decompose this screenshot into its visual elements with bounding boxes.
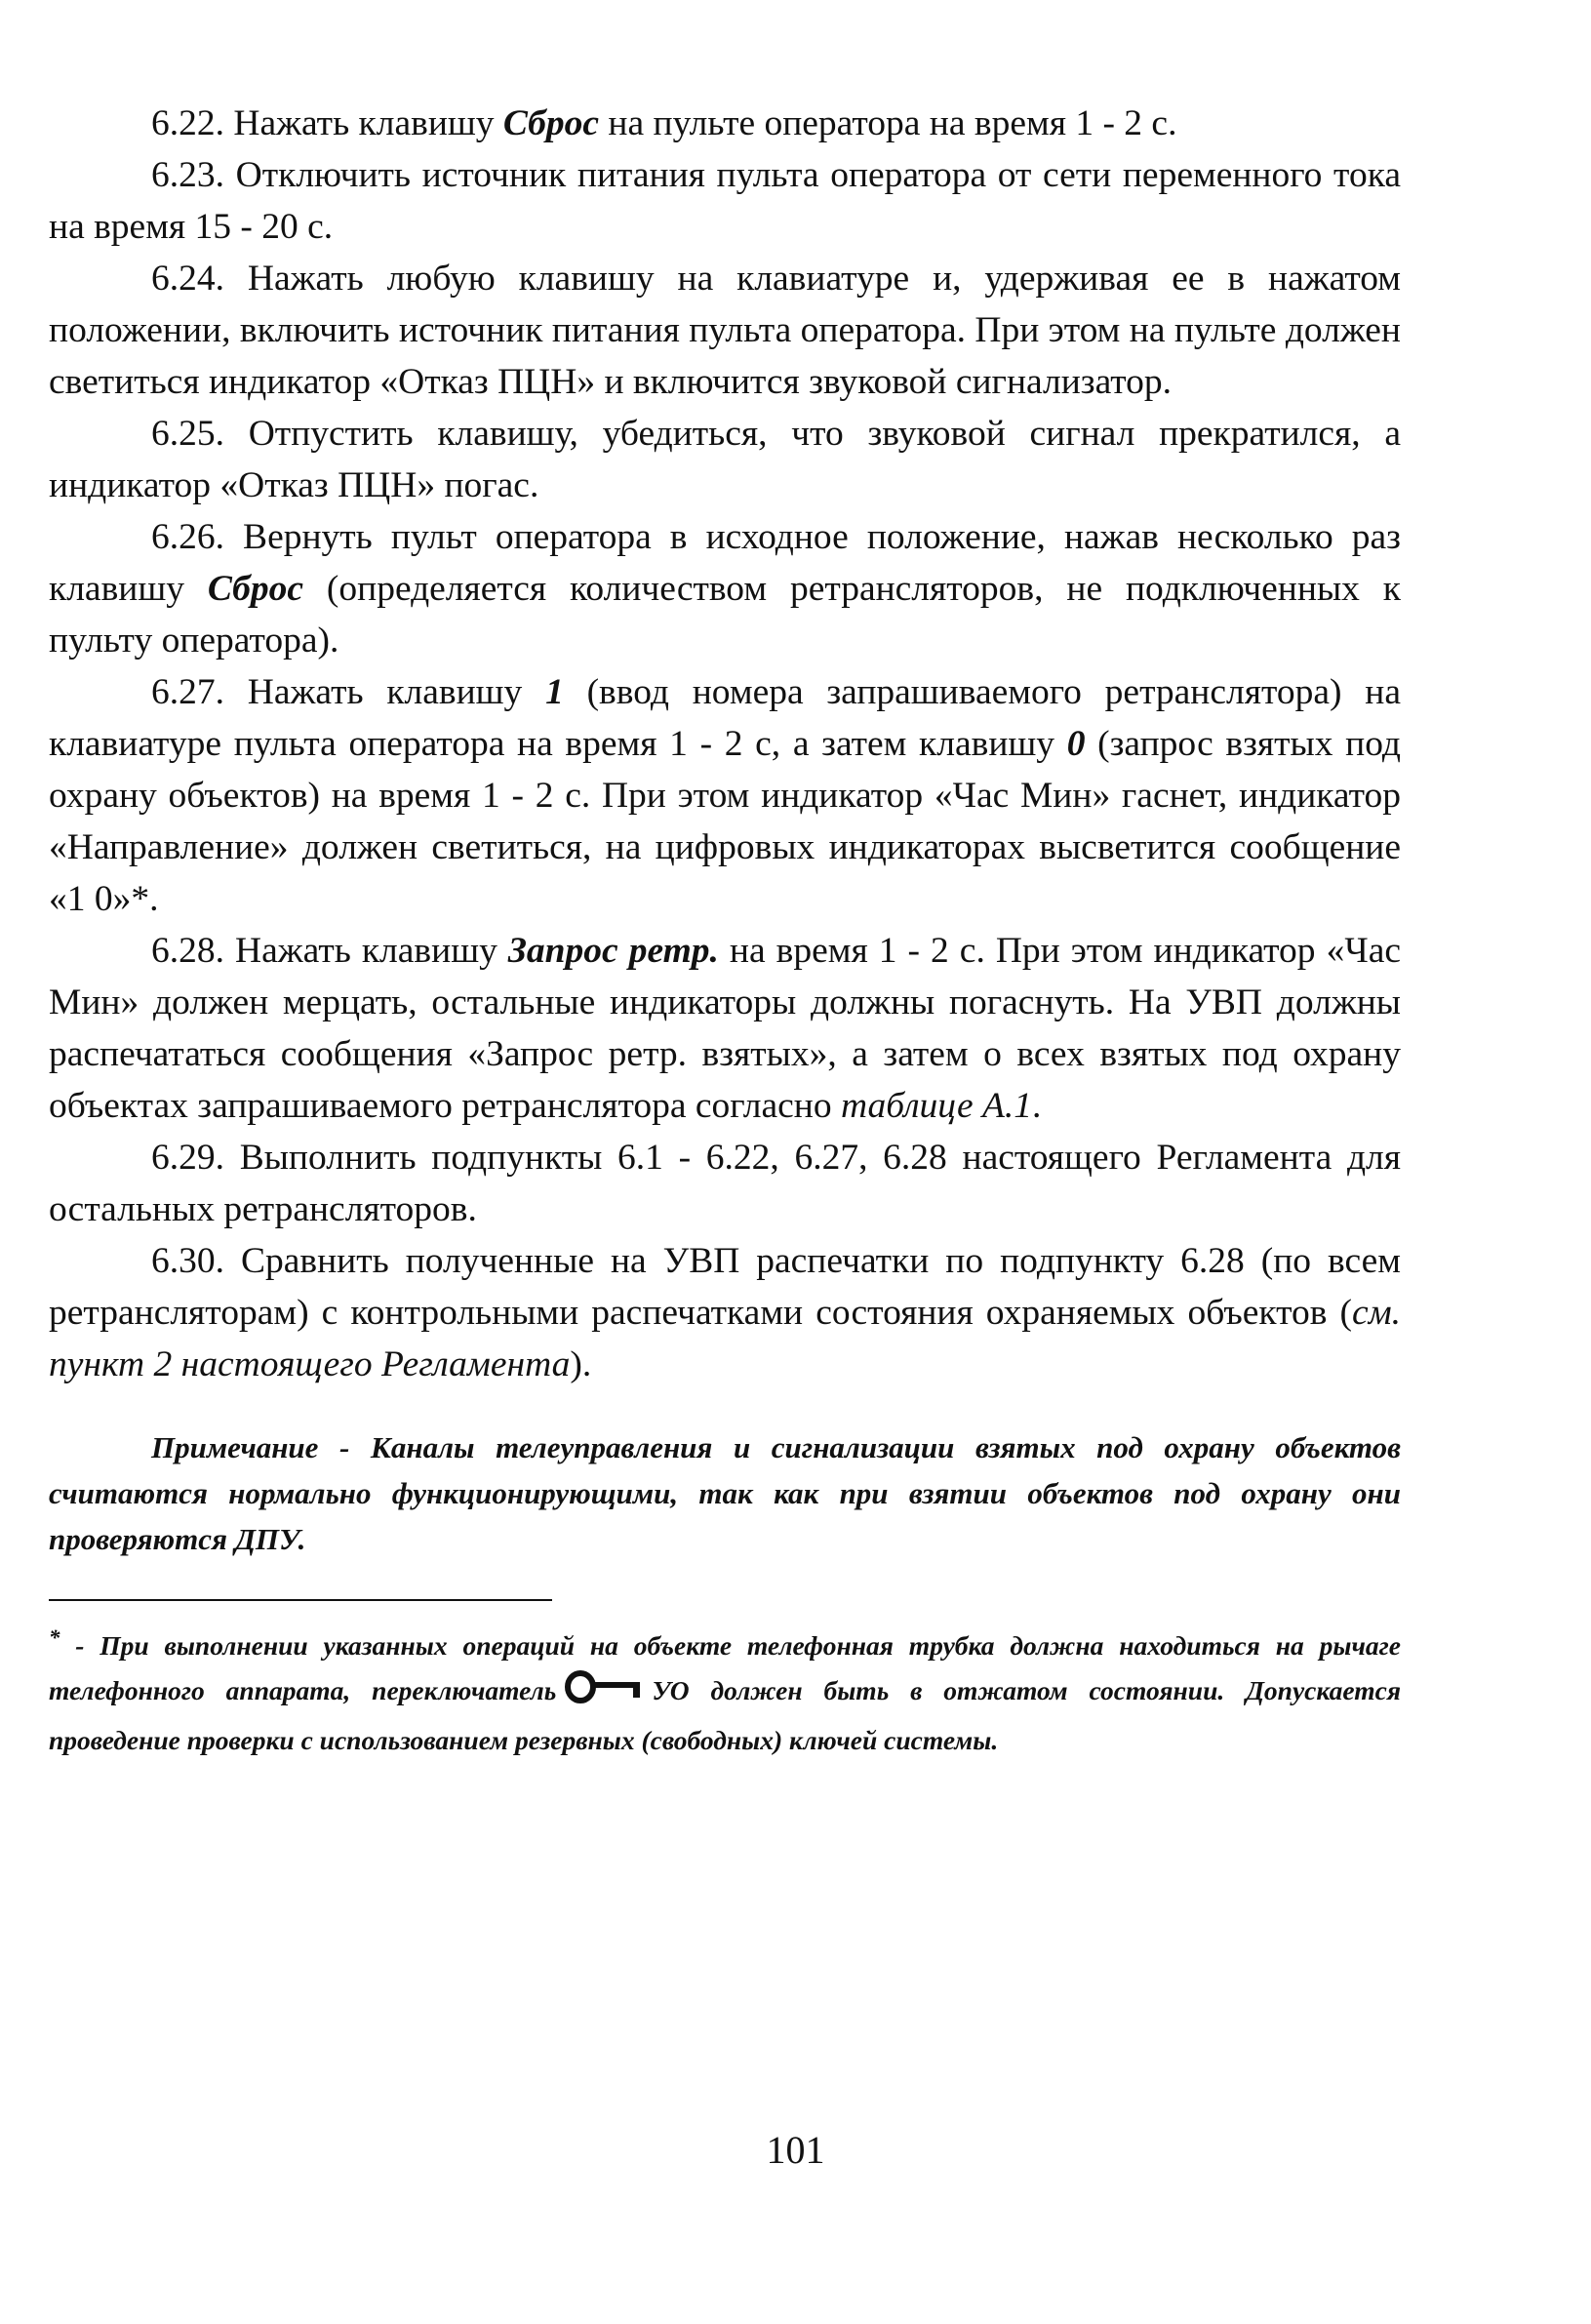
paragraph-6-30: 6.30. Сравнить полученные на УВП распечатки по подпункту 6.28 (по всем ретрансляторам) с контрольными распечатками состояния охраняемых объектов (см. пункт 2 настоящего Регламента).	[49, 1241, 1401, 1384]
table-reference: таблице А.1	[840, 1086, 1033, 1126]
paragraph-6-23: 6.23. Отключить источник питания пульта оператора от сети переменного тока на время 15 - 20 с.	[49, 155, 1401, 247]
key-label: Сброс	[207, 569, 303, 609]
paragraph-6-22: 6.22. Нажать клавишу Сброс на пульте оператора на время 1 - 2 с.	[151, 103, 1177, 143]
footnote: * - При выполнении указанных операций на объекте телефонная трубка должна находиться на рычаге телефонного аппарата, переключатель УО должен быть в отжатом состоянии. Допускается проведение проверки с использованием резервных (свободных) ключей системы.	[49, 1625, 1401, 1756]
page-number: 101	[766, 2128, 825, 2172]
paragraph-number: 6.29.	[151, 1138, 224, 1178]
paragraph-6-28: 6.28. Нажать клавишу Запрос ретр. на время 1 - 2 с. При этом индикатор «Час Мин» должен мерцать, остальные индикаторы должны погаснуть. На УВП должны распечататься сообщения «Запрос ретр. взятых», а затем о всех взятых под охрану объектах запрашиваемого ретранслятора согласно таблице А.1.	[49, 931, 1401, 1126]
paragraph-6-24: 6.24. Нажать любую клавишу на клавиатуре и, удерживая ее в нажатом положении, включить источник питания пульта оператора. При этом на пульте должен светиться индикатор «Отказ ПЦН» и включится звуковой сигнализатор.	[49, 259, 1401, 402]
paragraph-number: 6.25.	[151, 414, 224, 454]
key-label: Запрос ретр.	[507, 931, 719, 971]
body-text	[49, 98, 1401, 1390]
key-label: Сброс	[502, 103, 600, 143]
paragraph-6-25: 6.25. Отпустить клавишу, убедиться, что звуковой сигнал прекратился, а индикатор «Отказ ПЦН» погас.	[49, 414, 1401, 505]
paragraph-number: 6.26.	[151, 517, 224, 557]
paragraph-number: 6.22.	[151, 103, 224, 143]
footnote-marker: *	[49, 1625, 60, 1650]
footnote-divider	[49, 1599, 552, 1601]
key-icon	[564, 1667, 644, 1719]
paragraph-number: 6.23.	[151, 155, 224, 195]
paragraph-6-26: 6.26. Вернуть пульт оператора в исходное положение, нажав несколько раз клавишу Сброс (определяется количеством ретрансляторов, не подключенных к пульту оператора).	[49, 517, 1401, 661]
paragraph-number: 6.27.	[151, 672, 224, 712]
paragraph-6-29: 6.29. Выполнить подпункты 6.1 - 6.22, 6.27, 6.28 настоящего Регламента для остальных ретрансляторов.	[49, 1138, 1401, 1229]
paragraph-number: 6.30.	[151, 1241, 224, 1281]
paragraph-6-27: 6.27. Нажать клавишу 1 (ввод номера запрашиваемого ретранслятора) на клавиатуре пульта оператора на время 1 - 2 с, а затем клавишу 0 (запрос взятых под охрану объектов) на время 1 - 2 с. При этом индикатор «Час Мин» гаснет, индикатор «Направление» должен светиться, на цифровых индикаторах высветится сообщение «1 0»*.	[49, 672, 1401, 919]
paragraph-number: 6.28.	[151, 931, 224, 971]
section-reference: см. пункт 2 настоящего Регламента	[49, 1293, 1401, 1384]
paragraph-number: 6.24.	[151, 259, 224, 299]
key-label: 1	[545, 672, 564, 712]
note: Примечание - Каналы телеуправления и сигнализации взятых под охрану объектов считаются нормально функционирующими, так как при взятии объектов под охрану они проверяются ДПУ.	[49, 1430, 1401, 1556]
key-label: 0	[1066, 724, 1086, 764]
